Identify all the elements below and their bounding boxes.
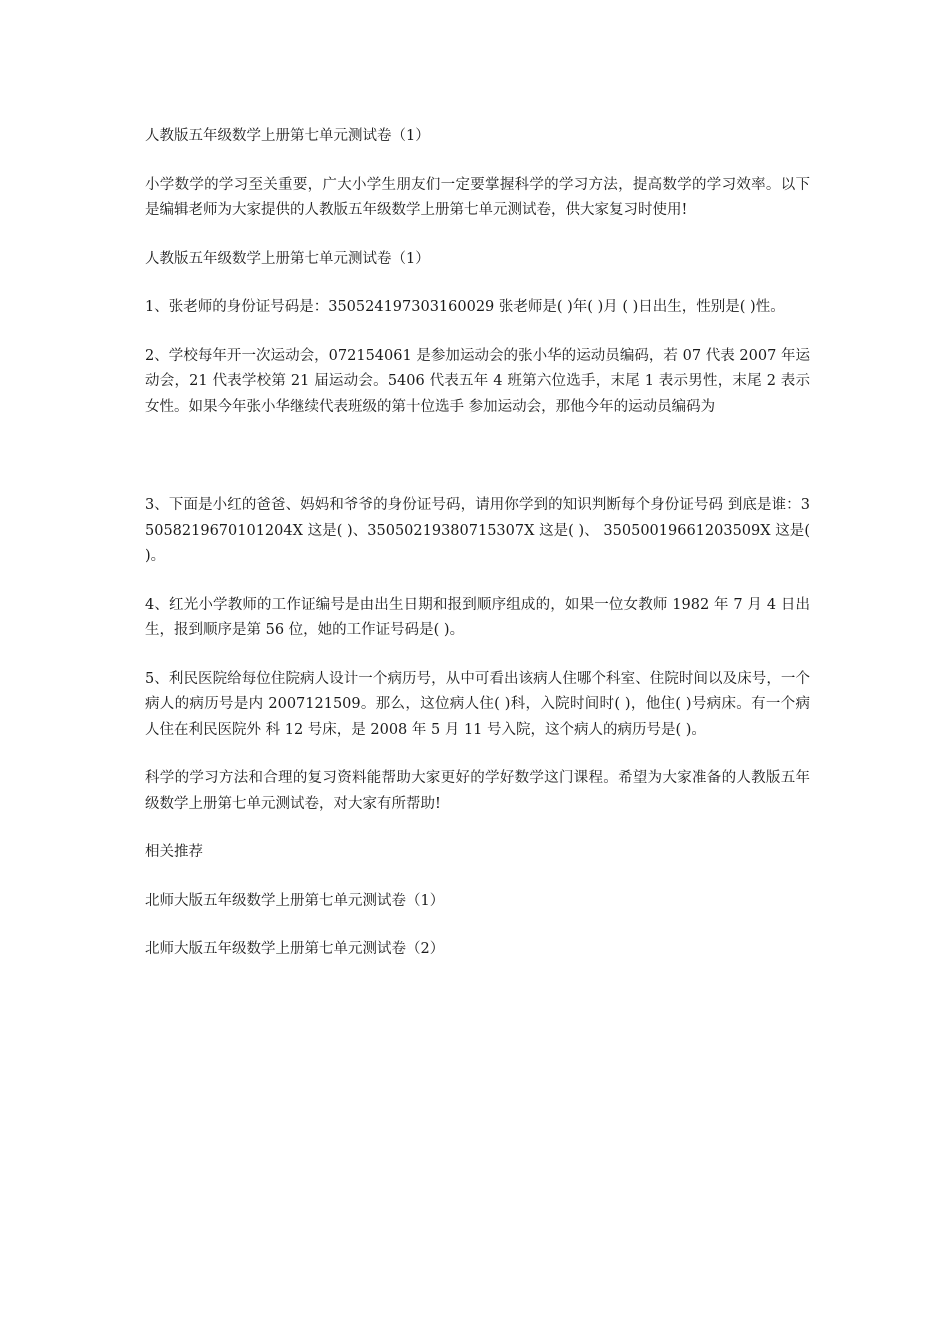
question-3: 3、下面是小红的爸爸、妈妈和爷爷的身份证号码，请用你学到的知识判断每个身份证号码 到底是谁：35058219670101204X 这是( )、35050219380715307X 这是( )、 35050019661203509X 这是( )。 (145, 497, 810, 564)
question-4: 4、红光小学教师的工作证编号是由出生日期和报到顺序组成的，如果一位女教师 1982 年 7 月 4 日出生，报到顺序是第 56 位，她的工作证号码是( )。 (145, 596, 810, 638)
question-5: 5、利民医院给每位住院病人设计一个病历号，从中可看出该病人住哪个科室、住院时间以及床号，一个病人的病历号是内 2007121509。那么，这位病人住( )科，入院时间时( )，他住( )号病床。有一个病人住在利民医院外 科 12 号床，是 2008 年 5 月 11 号入院，这个病人的病历号是( )。 (145, 670, 810, 738)
closing-paragraph: 科学的学习方法和合理的复习资料能帮助大家更好的学好数学这门课程。希望为大家准备的人教版五年级数学上册第七单元测试卷，对大家有所帮助! (145, 770, 810, 812)
document-title: 人教版五年级数学上册第七单元测试卷（1） (145, 128, 430, 144)
document-subtitle: 人教版五年级数学上册第七单元测试卷（1） (145, 250, 430, 267)
related-link-2[interactable]: 北师大版五年级数学上册第七单元测试卷（2） (145, 941, 445, 957)
answer-gap (145, 443, 810, 493)
question-2: 2、学校每年开一次运动会，072154061 是参加运动会的张小华的运动员编码，若 07 代表 2007 年运动会，21 代表学校第 21 届运动会。5406 代表五年 4 班第六位选手，末尾 1 表示男性，末尾 2 表示女性。如果今年张小华继续代表班级的第十位选手 参加运动会，那他今年的运动员编码为 (145, 347, 810, 415)
related-heading: 相关推荐 (145, 844, 203, 860)
related-link-1[interactable]: 北师大版五年级数学上册第七单元测试卷（1） (145, 892, 445, 909)
question-1: 1、张老师的身份证号码是：350524197303160029 张老师是( )年( )月 ( )日出生，性别是( )性。 (145, 299, 785, 315)
intro-paragraph: 小学数学的学习至关重要，广大小学生朋友们一定要掌握科学的学习方法，提高数学的学习效率。以下是编辑老师为大家提供的人教版五年级数学上册第七单元测试卷，供大家复习时使用! (145, 176, 810, 218)
document-page (145, 124, 810, 986)
